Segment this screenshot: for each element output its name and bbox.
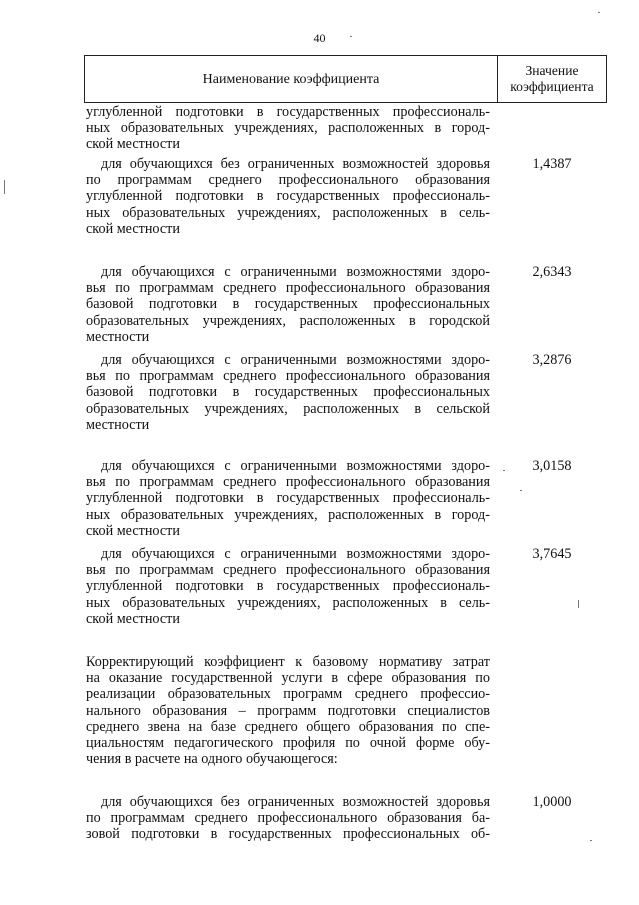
table-row [86, 546, 490, 627]
row-text-line: Корректирующий коэффициент к базовому нормативу затрат [86, 654, 490, 670]
scan-mark [578, 600, 579, 608]
row-text-line: ской местности [86, 522, 180, 539]
row-text-line: базовой подготовки в государственных профессиональных [86, 384, 490, 401]
row-text-line: ской местности [86, 136, 180, 153]
scan-mark [4, 180, 5, 194]
row-text-line: циальностям педагогического профиля по очной форме обу- [86, 735, 490, 752]
page-number: 40 [313, 31, 326, 45]
row-text-line: ской местности [86, 220, 180, 237]
row-text-line: по программам среднего профессионального образования ба- [86, 810, 490, 827]
coefficient-value: 3,0158 [532, 458, 572, 474]
row-text-line: для обучающихся с ограниченными возможностями здоро- [101, 458, 490, 474]
coefficient-value: 3,7645 [532, 546, 572, 562]
row-text-line: для обучающихся с ограниченными возможностями здоро- [101, 352, 490, 368]
scan-mark [598, 12, 600, 13]
scan-mark [350, 36, 352, 37]
row-text-line: ных образовательных учреждениях, расположенных в сель- [86, 204, 490, 221]
table-row [86, 794, 490, 843]
row-text-line: на оказание государственной услуги в сфере образования по [86, 670, 490, 687]
row-text-line: для обучающихся без ограниченных возможностей здоровья [101, 156, 490, 172]
table-row [86, 264, 490, 345]
table-row [86, 458, 490, 539]
coefficient-value: 1,4387 [532, 156, 572, 172]
header-coefficient-value: Значение коэффициента [510, 63, 594, 94]
row-text-line: ных образовательных учреждениях, расположенных в город- [86, 506, 490, 523]
row-text-line: вья по программам среднего профессионального образования [86, 474, 490, 491]
table-header [84, 55, 607, 103]
row-text-line: ных образовательных учреждениях, расположенных в сель- [86, 594, 490, 611]
coefficient-section-heading [86, 654, 490, 767]
scan-mark [503, 470, 505, 471]
scan-mark [590, 840, 592, 841]
row-text-line: для обучающихся с ограниченными возможностями здоро- [101, 264, 490, 280]
coefficient-value: 2,6343 [532, 264, 572, 280]
row-text-line: для обучающихся без ограниченных возможностей здоровья [101, 794, 490, 810]
coefficient-value: 3,2876 [532, 352, 572, 368]
row-text-line: углубленной подготовки в государственных профессиональ- [86, 490, 490, 507]
row-text-line: углубленной подготовки в государственных профессиональ- [86, 104, 490, 120]
coefficient-value: 1,0000 [532, 794, 572, 810]
row-text-line: для обучающихся с ограниченными возможностями здоро- [101, 546, 490, 562]
table-row [86, 352, 490, 433]
header-coefficient-name: Наименование коэффициента [85, 56, 498, 102]
row-text-line: углубленной подготовки в государственных профессиональ- [86, 578, 490, 595]
row-text-line: вья по программам среднего профессионального образования [86, 280, 490, 297]
table-row [86, 156, 490, 237]
row-text-line: реализации образовательных программ среднего профессио- [86, 686, 490, 703]
row-text-line: нального образования – программ подготовки специалистов [86, 702, 490, 719]
row-text-line: углубленной подготовки в государственных профессиональ- [86, 188, 490, 205]
row-text-line: образовательных учреждениях, расположенных в сельской [86, 400, 490, 417]
row-text-line: местности [86, 416, 150, 433]
row-text-line: ных образовательных учреждениях, расположенных в город- [86, 120, 490, 137]
row-text-line: образовательных учреждениях, расположенных в городской [86, 312, 490, 329]
row-text-line: вья по программам среднего профессионального образования [86, 368, 490, 385]
row-text-line: чения в расчете на одного обучающегося: [86, 751, 338, 768]
row-text-line: среднего звена на базе среднего общего образования по спе- [86, 718, 490, 735]
row-text-line: ской местности [86, 610, 180, 627]
row-text-line: вья по программам среднего профессионального образования [86, 562, 490, 579]
row-text-line: базовой подготовки в государственных профессиональных [86, 296, 490, 313]
scan-mark [520, 490, 522, 491]
table-row-continuation [86, 104, 490, 153]
row-text-line: зовой подготовки в государственных профессиональных об- [86, 826, 490, 843]
row-text-line: по программам среднего профессионального образования [86, 172, 490, 189]
row-text-line: местности [86, 328, 150, 345]
